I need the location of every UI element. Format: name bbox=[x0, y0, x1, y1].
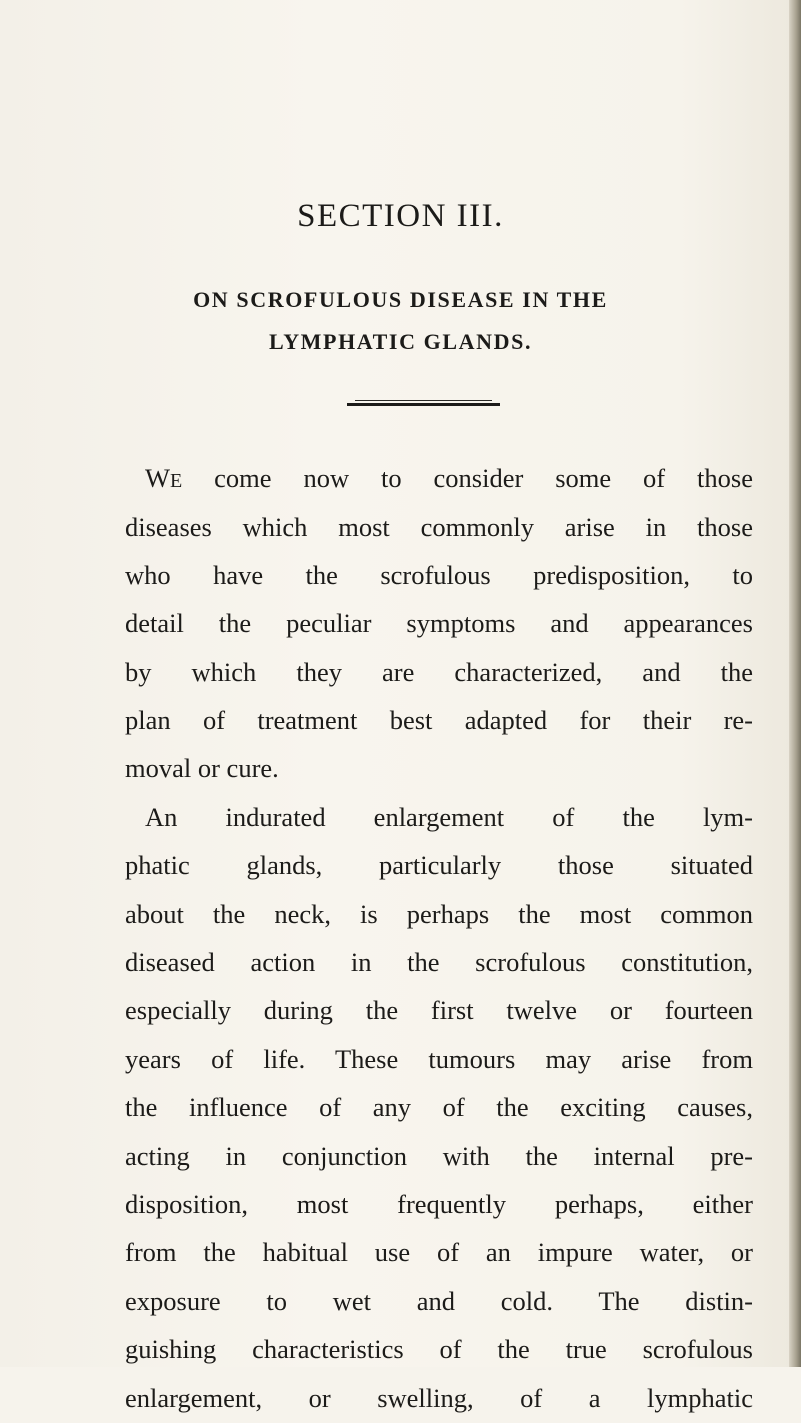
chapter-subtitle-line-2: LYMPHATIC GLANDS. bbox=[268, 329, 533, 354]
paragraph-1-line-2: diseases which most commonly arise in those bbox=[125, 512, 753, 542]
paragraph-2-line-7: the influence of any of the exciting causes, bbox=[125, 1092, 753, 1122]
first-line-text: come now to consider some of those bbox=[182, 463, 753, 493]
divider-thick-line bbox=[347, 403, 500, 406]
paragraph-2-line-2: phatic glands, particularly those situated bbox=[125, 850, 753, 880]
paragraph-2-line-8: acting in conjunction with the internal pre- bbox=[125, 1141, 753, 1171]
paragraph-1-line-4: detail the peculiar symptoms and appearances bbox=[125, 608, 753, 638]
paragraph-1-line-5: by which they are characterized, and the bbox=[125, 657, 753, 687]
paragraph-2-line-9: disposition, most frequently perhaps, either bbox=[125, 1189, 753, 1219]
paragraph-2-line-6: years of life. These tumours may arise from bbox=[125, 1044, 753, 1074]
paragraph-2-line-11: exposure to wet and cold. The distin- bbox=[125, 1286, 753, 1316]
paragraph-2-line-4: diseased action in the scrofulous constitution, bbox=[125, 947, 753, 977]
divider-thin-line bbox=[355, 400, 492, 401]
drop-capital: W bbox=[145, 463, 171, 493]
paragraph-2-line-3: about the neck, is perhaps the most common bbox=[125, 899, 753, 929]
paragraph-2-line-13: enlargement, or swelling, of a lymphatic bbox=[125, 1383, 753, 1413]
paragraph-2-line-5: especially during the first twelve or fourteen bbox=[125, 995, 753, 1025]
paragraph-1-line-3: who have the scrofulous predisposition, to bbox=[125, 560, 753, 590]
section-divider-rule bbox=[347, 400, 500, 406]
paragraph-1-line-1 bbox=[145, 454, 753, 502]
chapter-subtitle-line-1: ON SCROFULOUS DISEASE IN THE bbox=[193, 287, 608, 312]
paragraph-2-line-10: from the habitual use of an impure water, or bbox=[125, 1237, 753, 1267]
paragraph-1-line-6: plan of treatment best adapted for their re- bbox=[125, 705, 753, 735]
paragraph-1-line-7: moval or cure. bbox=[125, 753, 279, 783]
drop-capital-small-caps: E bbox=[170, 470, 183, 492]
section-title: SECTION III. bbox=[297, 198, 504, 234]
paragraph-2-line-1: An indurated enlargement of the lym- bbox=[145, 802, 753, 832]
paragraph-2-line-12: guishing characteristics of the true scrofulous bbox=[125, 1334, 753, 1364]
